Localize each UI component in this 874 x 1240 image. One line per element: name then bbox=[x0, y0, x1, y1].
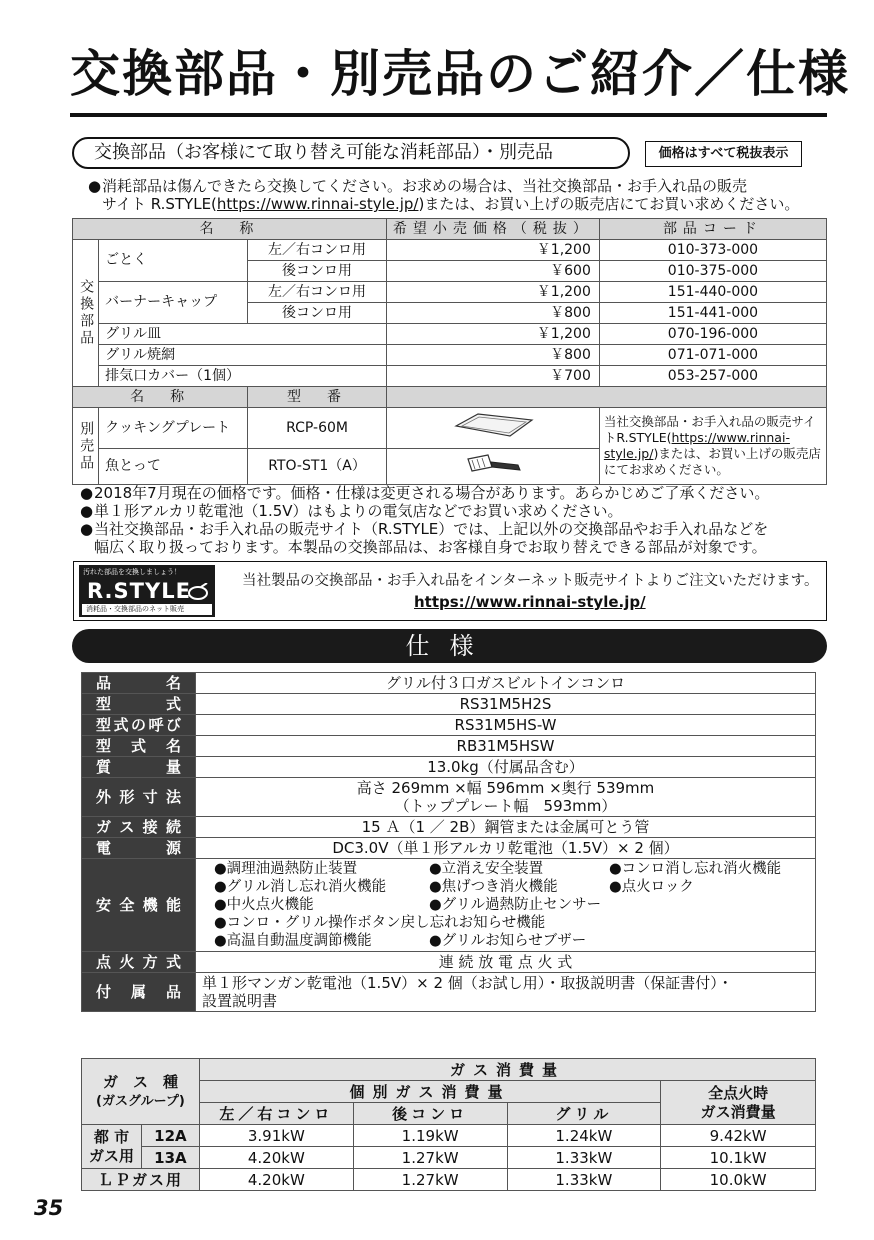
part-code: 071-071-000 bbox=[599, 345, 826, 366]
spec-table bbox=[81, 672, 816, 1012]
spec-label: 型式名 bbox=[82, 736, 196, 757]
note-rstyle: ●当社交換部品・お手入れ品の販売サイト（R.STYLE）では、上記以外の交換部品やお手入れ品などを bbox=[80, 520, 769, 538]
gas-value: 1.27kW bbox=[353, 1169, 507, 1191]
gas-value: 1.33kW bbox=[507, 1169, 661, 1191]
part-price: ￥600 bbox=[386, 261, 599, 282]
part-price: ￥1,200 bbox=[386, 324, 599, 345]
col-name: 名 称 bbox=[73, 219, 387, 240]
gas-value: 9.42kW bbox=[661, 1125, 816, 1147]
spec-label: 安全機能 bbox=[82, 859, 196, 952]
gas-consumption-table bbox=[81, 1058, 816, 1191]
gas-type: 13A bbox=[141, 1147, 199, 1169]
col-price: 希望小売価格（税抜） bbox=[386, 219, 599, 240]
gas-value: 4.20kW bbox=[199, 1169, 353, 1191]
section-heading-parts: 交換部品（お客様にて取り替え可能な消耗部品）・別売品 bbox=[72, 137, 630, 169]
safety-features: ●調理油過熱防止装置 ●立消え安全装置 ●コンロ消し忘れ消火機能 ●グリル消し忘れ消火機能 ●焦げつき消火機能 ●点火ロック ●中火点火機能 ●グリル過熱防止センサー ●コンロ・グリル操作ボタン戻し忘れお知らせ機能 ●高温自動温度調節機能 ●グリルお知らせブザー bbox=[196, 859, 816, 952]
spec-label: 質量 bbox=[82, 757, 196, 778]
intro-note-2: サイト R.STYLE(https://www.rinnai-style.jp/)または、お買い上げの販売店にてお買い求めください。 bbox=[102, 195, 800, 213]
rstyle-text: 当社製品の交換部品・お手入れ品をインターネット販売サイトよりご注文いただけます。 bbox=[242, 573, 819, 589]
gas-value: 1.24kW bbox=[507, 1125, 661, 1147]
rstyle-url[interactable]: https://www.rinnai-style.jp/ bbox=[414, 593, 646, 611]
optional-note: 当社交換部品・お手入れ品の販売サイトR.STYLE(https://www.rinnai-style.jp/)または、お買い上げの販売店にてお求めください。 bbox=[599, 408, 826, 485]
lp-gas-label: ＬＰガス用 bbox=[82, 1169, 200, 1191]
part-price: ￥700 bbox=[386, 366, 599, 387]
gas-value: 1.33kW bbox=[507, 1147, 661, 1169]
page-title: 交換部品・別売品のご紹介／仕様 bbox=[70, 45, 850, 103]
city-gas-label: 都 市 ガス用 bbox=[82, 1125, 142, 1169]
category-parts: 交換部品 bbox=[73, 240, 99, 387]
part-name: バーナーキャップ bbox=[99, 282, 248, 324]
spec-value: グリル付３口ガスビルトインコンロ bbox=[196, 673, 816, 694]
pan-icon bbox=[187, 583, 209, 601]
spec-label: 型式の呼び bbox=[82, 715, 196, 736]
gas-consumption-header: ガス消費量 bbox=[199, 1059, 815, 1081]
gas-value: 4.20kW bbox=[199, 1147, 353, 1169]
spec-heading: 仕様 bbox=[72, 629, 827, 663]
part-code: 010-373-000 bbox=[599, 240, 826, 261]
fish-turner-icon bbox=[448, 451, 538, 477]
spec-label: 型式 bbox=[82, 694, 196, 715]
gas-value: 1.19kW bbox=[353, 1125, 507, 1147]
part-code: 053-257-000 bbox=[599, 366, 826, 387]
part-name: グリル焼網 bbox=[99, 345, 387, 366]
part-sub: 後コンロ用 bbox=[248, 261, 387, 282]
part-name: ごとく bbox=[99, 240, 248, 282]
fish-turner-illustration bbox=[386, 449, 599, 485]
gas-type: 12A bbox=[141, 1125, 199, 1147]
part-sub: 左／右コンロ用 bbox=[248, 240, 387, 261]
gas-kind-label: ガ ス 種 (ガスグループ) bbox=[82, 1059, 200, 1125]
title-rule bbox=[70, 113, 827, 117]
gas-value: 10.0kW bbox=[661, 1169, 816, 1191]
part-price: ￥800 bbox=[386, 303, 599, 324]
optional-model: RTO-ST1（A） bbox=[248, 449, 387, 485]
optional-name: 魚とって bbox=[99, 449, 248, 485]
spec-label: 電源 bbox=[82, 838, 196, 859]
spec-label: ガス接続 bbox=[82, 817, 196, 838]
gas-value: 1.27kW bbox=[353, 1147, 507, 1169]
part-code: 151-440-000 bbox=[599, 282, 826, 303]
gas-value: 3.91kW bbox=[199, 1125, 353, 1147]
part-code: 010-375-000 bbox=[599, 261, 826, 282]
part-price: ￥800 bbox=[386, 345, 599, 366]
note-battery: ●単１形アルカリ乾電池（1.5V）はもよりの電気店などでお買い求めください。 bbox=[80, 502, 623, 520]
part-code: 151-441-000 bbox=[599, 303, 826, 324]
cooking-plate-illustration bbox=[386, 408, 599, 449]
part-name: グリル皿 bbox=[99, 324, 387, 345]
spec-value: 単１形マンガン乾電池（1.5V）× 2 個（お試し用）・取扱説明書（保証書付）・ 設置説明書 bbox=[196, 973, 816, 1012]
optional-model: RCP-60M bbox=[248, 408, 387, 449]
gas-value: 10.1kW bbox=[661, 1147, 816, 1169]
spec-value: 15 Ａ（1 ／ 2B）鋼管または金属可とう管 bbox=[196, 817, 816, 838]
part-code: 070-196-000 bbox=[599, 324, 826, 345]
col-rear: 後コンロ bbox=[353, 1103, 507, 1125]
spec-value: RS31M5HS-W bbox=[196, 715, 816, 736]
individual-header: 個別ガス消費量 bbox=[199, 1081, 660, 1103]
rstyle-logo: 汚れた部品を交換しましょう！ R.STYLE 消耗品・交換部品のネット販売 bbox=[79, 565, 215, 617]
note-rstyle-2: 幅広く取り扱っております。本製品の交換部品は、お客様自身でお取り替えできる部品が対象です。 bbox=[94, 538, 767, 556]
spec-value: 13.0kg（付属品含む） bbox=[196, 757, 816, 778]
note-price-date: ●2018年7月現在の価格です。価格・仕様は変更される場合があります。あらかじめご了承ください。 bbox=[80, 484, 770, 502]
spec-value: RB31M5HSW bbox=[196, 736, 816, 757]
part-sub: 左／右コンロ用 bbox=[248, 282, 387, 303]
opt-col-model: 型 番 bbox=[248, 387, 387, 408]
spec-value: DC3.0V（単１形アルカリ乾電池（1.5V）× 2 個） bbox=[196, 838, 816, 859]
part-price: ￥1,200 bbox=[386, 240, 599, 261]
spec-value: RS31M5H2S bbox=[196, 694, 816, 715]
category-optional: 別売品 bbox=[73, 408, 99, 485]
spec-value: 高さ 269mm ×幅 596mm ×奥行 539mm （トッププレート幅 593mm） bbox=[196, 778, 816, 817]
col-lr: 左／右コンロ bbox=[199, 1103, 353, 1125]
cooking-plate-icon bbox=[448, 410, 538, 440]
col-code: 部品コード bbox=[599, 219, 826, 240]
tax-note: 価格はすべて税抜表示 bbox=[645, 141, 802, 167]
optional-name: クッキングプレート bbox=[99, 408, 248, 449]
part-name: 排気口カバー（1個） bbox=[99, 366, 387, 387]
part-sub: 後コンロ用 bbox=[248, 303, 387, 324]
part-price: ￥1,200 bbox=[386, 282, 599, 303]
spec-label: 付属品 bbox=[82, 973, 196, 1012]
rstyle-banner bbox=[73, 561, 827, 621]
parts-table bbox=[72, 218, 827, 485]
spec-label: 点火方式 bbox=[82, 952, 196, 973]
spec-label: 品名 bbox=[82, 673, 196, 694]
rstyle-link[interactable]: https://www.rinnai-style.jp/ bbox=[216, 195, 419, 213]
col-grill: グリル bbox=[507, 1103, 661, 1125]
spec-value: 連 続 放 電 点 火 式 bbox=[196, 952, 816, 973]
opt-col-blank bbox=[386, 387, 826, 408]
optional-note-link[interactable]: https://www.rinnai-style.jp/ bbox=[603, 430, 790, 461]
opt-col-name: 名 称 bbox=[73, 387, 248, 408]
total-header: 全点火時 ガス消費量 bbox=[661, 1081, 816, 1125]
intro-note: ●消耗部品は傷んできたら交換してください。お求めの場合は、当社交換部品・お手入れ品の販売 bbox=[88, 177, 748, 195]
page-number: 35 bbox=[34, 1196, 64, 1220]
spec-label: 外形寸法 bbox=[82, 778, 196, 817]
